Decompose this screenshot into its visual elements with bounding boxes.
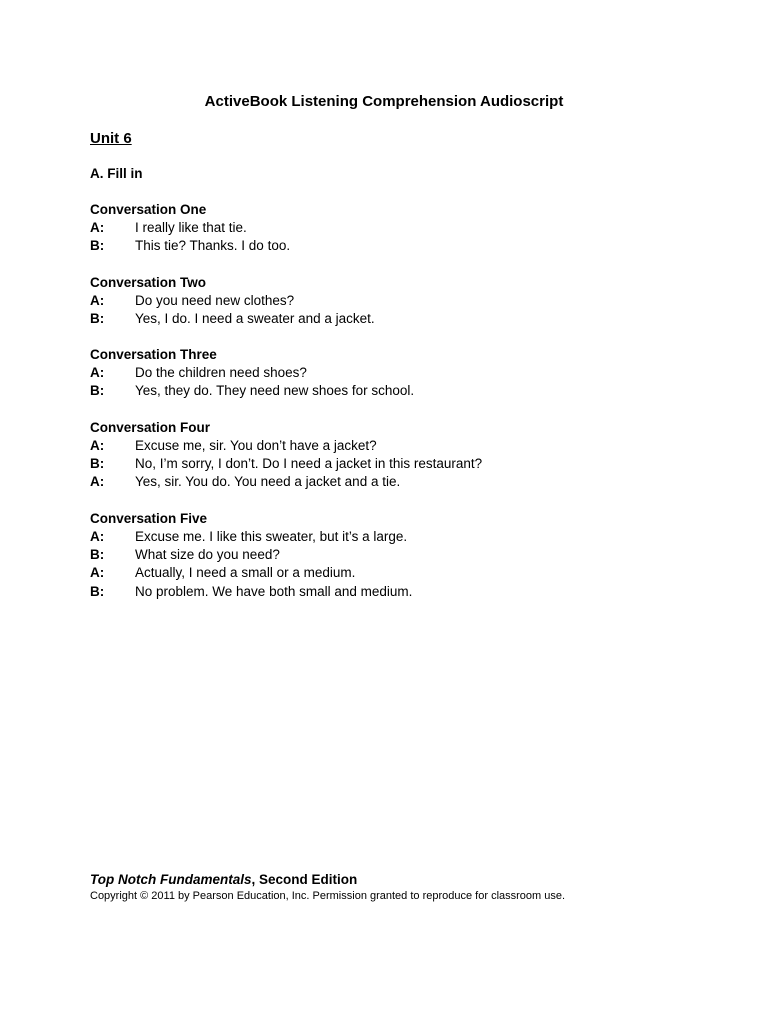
dialogue-text: Yes, I do. I need a sweater and a jacket. (135, 310, 375, 326)
speaker-label: B: (90, 456, 105, 472)
dialogue-line (90, 473, 710, 491)
conversation-title: Conversation Three (90, 347, 217, 363)
dialogue-line (90, 583, 710, 601)
conversation-title: Conversation Two (90, 274, 207, 290)
speaker-label: A: (90, 220, 105, 235)
dialogue-text: This tie? Thanks. I do too. (135, 238, 291, 254)
speaker-label: B: (90, 583, 105, 599)
dialogue-text: Excuse me, sir. You don’t have a jacket? (135, 437, 377, 453)
dialogue-line (90, 310, 710, 328)
dialogue-text: Yes, sir. You do. You need a jacket and a tie. (135, 474, 401, 490)
section-heading: A. Fill in (90, 166, 143, 181)
conversation (90, 510, 710, 601)
edition-label: , Second Edition (251, 872, 358, 887)
conversation-title: Conversation Four (90, 419, 211, 435)
conversation-title: Conversation One (90, 202, 207, 217)
conversation (90, 274, 710, 329)
speaker-label: B: (90, 546, 105, 562)
footer-book-title (90, 871, 730, 889)
conversation-title: Conversation Five (90, 510, 208, 526)
speaker-label: B: (90, 310, 105, 326)
speaker-label: B: (90, 238, 105, 254)
dialogue-line (90, 237, 710, 255)
dialogue-line (90, 382, 710, 400)
dialogue-text: Do the children need shoes? (135, 365, 307, 381)
dialogue-line (90, 292, 710, 310)
dialogue-text: No, I’m sorry, I don’t. Do I need a jacket in this restaurant? (135, 456, 483, 472)
speaker-label: A: (90, 528, 105, 544)
page-footer (90, 871, 730, 904)
dialogue-text: Excuse me. I like this sweater, but it’s a large. (135, 528, 408, 544)
speaker-label: A: (90, 474, 105, 490)
unit-heading: Unit 6 (90, 130, 132, 147)
dialogue-line (90, 437, 710, 455)
dialogue-line (90, 564, 710, 582)
dialogue-text: What size do you need? (135, 546, 280, 562)
speaker-label: A: (90, 565, 105, 581)
conversation (90, 201, 710, 256)
dialogue-text: I really like that tie. (135, 220, 247, 235)
document-title: ActiveBook Listening Comprehension Audioscript (204, 93, 564, 110)
book-title: Top Notch Fundamentals (90, 872, 252, 887)
speaker-label: B: (90, 383, 105, 399)
speaker-label: A: (90, 292, 105, 308)
dialogue-text: Do you need new clothes? (135, 292, 295, 308)
conversation (90, 346, 710, 401)
dialogue-line (90, 455, 710, 473)
speaker-label: A: (90, 437, 105, 453)
conversation (90, 419, 710, 492)
dialogue-line (90, 219, 710, 237)
speaker-label: A: (90, 365, 105, 381)
dialogue-line (90, 546, 710, 564)
dialogue-line (90, 528, 710, 546)
dialogue-line (90, 364, 710, 382)
dialogue-text: Yes, they do. They need new shoes for school. (135, 383, 415, 399)
dialogue-text: No problem. We have both small and medium. (135, 583, 413, 599)
document-body (90, 129, 710, 619)
dialogue-text: Actually, I need a small or a medium. (135, 565, 356, 581)
copyright-notice: Copyright © 2011 by Pearson Education, Inc. Permission granted to reproduce for classroom use. (90, 890, 566, 902)
